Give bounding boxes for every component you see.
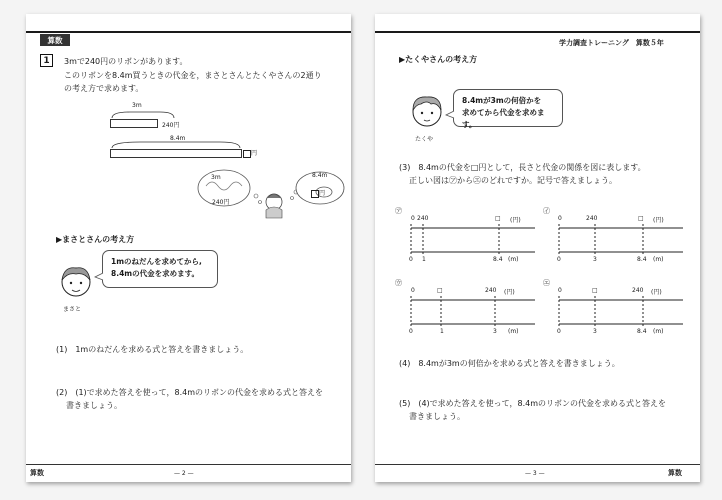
number-lines <box>557 296 687 336</box>
option-mark: ㋐ <box>395 207 402 215</box>
footer-rule <box>26 464 351 465</box>
top-label: (円) <box>504 289 515 296</box>
number-lines <box>409 224 539 264</box>
bottom-length-label: 8.4m <box>170 135 186 142</box>
top-label: □ <box>495 215 501 222</box>
question-5-line-1: (5) (4)で求めた答えを使って，8.4mのリボンの代金を求める式と答えを <box>399 399 667 408</box>
masato-section-title: ▶まさとさんの考え方 <box>56 235 135 244</box>
top-label: (円) <box>651 289 662 296</box>
page-number: — 3 — <box>525 470 545 477</box>
option-mark: ㋑ <box>543 207 550 215</box>
thought-price: 240円 <box>212 199 230 206</box>
bottom-label: 0 <box>409 256 413 263</box>
bottom-label: 8.4 <box>493 256 503 263</box>
top-label: □ <box>638 215 644 222</box>
bottom-label: 0 <box>409 328 413 335</box>
top-label: (円) <box>510 217 521 224</box>
takuya-section-title: ▶たくやさんの考え方 <box>399 55 478 64</box>
right-page <box>375 14 700 482</box>
footer-subject: 算数 <box>668 469 682 477</box>
problem-number: 1 <box>40 54 53 67</box>
bottom-label: 8.4 <box>637 328 647 335</box>
header-rule <box>26 31 351 33</box>
blank-square <box>243 150 251 158</box>
bottom-price-label: 円 <box>243 148 257 158</box>
thought-unknown-price: 円 <box>311 188 325 198</box>
thought-length-2: 8.4m <box>312 172 328 179</box>
footer-subject: 算数 <box>30 469 44 477</box>
problem-line-3: の考え方で求めます。 <box>64 84 144 93</box>
top-label: 240 <box>417 215 429 222</box>
bottom-label: (m) <box>508 256 519 263</box>
top-price-label: 240円 <box>162 122 180 129</box>
top-label: 240 <box>632 287 644 294</box>
top-label: 240 <box>485 287 497 294</box>
question-2-line-1: (2) (1)で求めた答えを使って，8.4mのリボンの代金を求める式と答えを <box>56 388 324 397</box>
number-lines <box>557 224 687 264</box>
bottom-label: 1 <box>422 256 426 263</box>
top-label: 0 <box>411 215 415 222</box>
top-label: 240 <box>586 215 598 222</box>
bottom-label: (m) <box>508 328 519 335</box>
takuya-speech-bubble <box>453 89 563 127</box>
bubble-tail <box>94 272 104 282</box>
takuya-name: たくや <box>415 136 434 143</box>
number-lines <box>409 296 539 336</box>
top-ribbon-bar <box>110 119 158 128</box>
header-rule <box>375 31 700 33</box>
bottom-label: (m) <box>653 256 664 263</box>
takuya-bubble-line-1: 8.4mが3mの何倍かを <box>462 96 542 105</box>
bottom-label: 0 <box>557 256 561 263</box>
question-3-line-1: (3) 8.4mの代金を□円として，長さと代金の関係を図に表します。 <box>399 163 646 172</box>
question-2-line-2: 書きましょう。 <box>66 401 122 410</box>
option-mark: ㋒ <box>395 279 402 287</box>
bottom-label: 0 <box>557 328 561 335</box>
bottom-label: 8.4 <box>637 256 647 263</box>
top-label: □ <box>437 287 443 294</box>
top-label: 0 <box>558 215 562 222</box>
bubble-tail <box>445 110 455 120</box>
masato-illustration <box>58 264 94 302</box>
page-number: — 2 — <box>174 470 194 477</box>
footer-rule <box>375 464 700 465</box>
bottom-label: 3 <box>593 256 597 263</box>
masato-bubble-line-2: 8.4mの代金を求めます。 <box>111 269 200 278</box>
masato-bubble-line-1: 1mのねだんを求めてから, <box>111 257 202 266</box>
top-length-label: 3m <box>132 102 142 109</box>
bottom-label: 3 <box>593 328 597 335</box>
bottom-ribbon-bar <box>110 149 242 158</box>
problem-line-1: 3mで240円のリボンがあります。 <box>64 57 188 66</box>
top-label: (円) <box>653 217 664 224</box>
option-mark: ㋓ <box>543 279 550 287</box>
problem-line-2: このリボンを8.4m買うときの代金を，まさとさんとたくやさんの2通り <box>64 71 322 80</box>
top-label: 0 <box>411 287 415 294</box>
question-5-line-2: 書きましょう。 <box>409 412 465 421</box>
masato-name: まさと <box>63 306 82 313</box>
question-3-line-2: 正しい図は㋐から㋓のどれですか。記号で答えましょう。 <box>409 176 617 185</box>
subject-tag: 算数 <box>40 34 70 46</box>
top-label: □ <box>592 287 598 294</box>
bottom-label: 1 <box>440 328 444 335</box>
takuya-illustration <box>409 92 445 132</box>
bottom-label: 3 <box>493 328 497 335</box>
left-page <box>26 14 351 482</box>
thought-length: 3m <box>211 174 221 181</box>
takuya-bubble-line-2: 求めてから代金を求めます。 <box>462 108 545 129</box>
bottom-label: (m) <box>653 328 664 335</box>
header-title: 学力調査トレーニング 算数５年 <box>559 39 664 47</box>
top-label: 0 <box>558 287 562 294</box>
question-1: (1) 1mのねだんを求める式と答えを書きましょう。 <box>56 345 249 354</box>
question-4: (4) 8.4mが3mの何倍かを求める式と答えを書きましょう。 <box>399 359 620 368</box>
masato-speech-bubble <box>102 250 218 288</box>
